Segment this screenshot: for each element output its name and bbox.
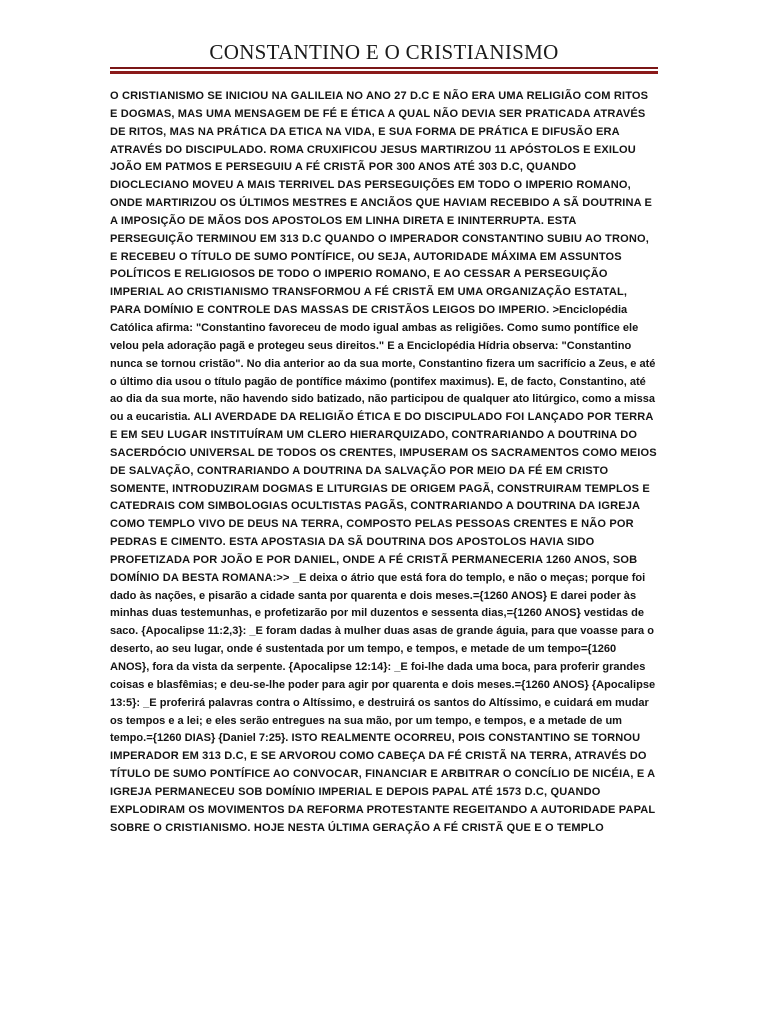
scripture-quote: vestidas de saco. {Apocalipse 11:2,3}: _E foram dadas à mulher duas asas de grande águia, para que voasse para o deserto, ao seu lugar, onde é sustentada por um tempo, e tempos, e metade de um tempo [110, 607, 654, 656]
encyclopedia-quote: >Enciclopédia Católica afirma: "Constantino favoreceu de modo igual ambas as religiões. Como sumo pontífice ele velou pela adoração pagã e protegeu seus direitos." E a Enciclopédia Hídria observa: "Constantino nunca se tornou cristão". No dia anterior ao da sua morte, Constantino fizera um sacrifício a Zeus, e até o último dia usou o título pagão de pontífice máximo (pontifex maximus). E, de facto, Constantino, até ao dia da sua morte, não havendo sido batizado, não participou de qualquer ato litúrgico, como a missa ou a eucaristia. [110, 304, 656, 424]
scripture-quote: _E deixa o átrio que está fora do templo, e não o meças; porque foi dado às nações, e pisarão a cidade santa por quarenta e dois meses. [110, 571, 646, 602]
period-note: ={1260 ANOS} [514, 678, 592, 691]
title-rule-thick [110, 71, 658, 74]
period-note: ={1260 ANOS}, [110, 643, 617, 673]
paragraph-conclusion: ISTO REALMENTE OCORREU, POIS CONSTANTINO SE TORNOU IMPERADOR EM 313 D.C, E SE ARVOROU COMO CABEÇA DA FÉ CRISTÃ NA TERRA, ATRAVÉS DO TÍTULO DE SUMO PONTÍFICE AO CONVOCAR, FINANCIAR E ARBITRAR O CONCÍLIO DE NICÉIA, E A IGREJA PERMANECEU SOB DOMÍNIO IMPERIAL E DEPOIS PAPAL ATÉ 1573 D.C, QUANDO EXPLODIRAM OS MOVIMENTOS DA REFORMA PROTESTANTE REGEITANDO A AUTORIDADE PAPAL SOBRE O CRISTIANISMO. HOJE NESTA ÚLTIMA GERAÇÃO A FÉ CRISTÃ QUE E O TEMPLO [110, 732, 656, 834]
title-rule-thin [110, 67, 658, 69]
paragraph-intro: O CRISTIANISMO SE INICIOU NA GALILEIA NO ANO 27 D.C E NÃO ERA UMA RELIGIÃO COM RITOS E DOGMAS, MAS UMA MENSAGEM DE FÉ E ÉTICA A QUAL NÃO DEVIA SER PRATICADA ATRAVÉS DE RITOS, MAS NA PRÁTICA DA ETICA NA VIDA, E SUA FORMA DE PRÁTICA E DIFUSÃO ERA ATRAVÉS DO DISCIPULADO. ROMA CRUXIFICOU JESUS MARTIRIZOU 11 APÓSTOLOS E EXILOU JOÃO EM PATMOS E PERSEGUIU A FÉ CRISTÃ POR 300 ANOS ATÉ 303 D.C, QUANDO DIOCLECIANO MOVEU A MAIS TERRIVEL DAS PERSEGUIÇÕES EM TODO O IMPERIO ROMANO, ONDE MARTIRIZOU OS ÚLTIMOS MESTRES E ANCIÃOS QUE HAVIAM RECEBIDO A SÃ DOUTRINA E A IMPOSIÇÃO DE MÃOS DOS APOSTOLOS EM LINHA DIRETA E ININTERRUPTA. ESTA PERSEGUIÇÃO TERMINOU EM 313 D.C QUANDO O IMPERADOR CONSTANTINO SUBIU AO TRONO, E RECEBEU O TÍTULO DE SUMO PONTÍFICE, OU SEJA, AUTORIDADE MÁXIMA EM ASSUNTOS POLÍTICOS E RELIGIOSOS DE TODO O IMPERIO ROMANO, E AO CESSAR A PERSEGUIÇÃO IMPERIAL AO CRISTIANISMO TRANSFORMOU A FÉ CRISTÃ EM UMA ORGANIZAÇÃO ESTATAL, PARA DOMÍNIO E CONTROLE DAS MASSAS DE CRISTÃOS LEIGOS DO IMPERIO. [110, 90, 653, 317]
page-title: CONSTANTINO E O CRISTIANISMO [209, 40, 559, 64]
period-note: ={1260 DIAS} [146, 732, 219, 745]
period-note: ={1260 ANOS} [472, 589, 551, 602]
period-note: ={1260 ANOS} [506, 607, 584, 620]
scripture-quote: fora da vista da serpente. {Apocalipse 12:14}: _E foi-lhe dada uma boca, para proferir grandes coisas e blasfêmias; e deu-se-lhe poder para agir por quarenta e dois meses. [110, 661, 646, 691]
scripture-reference: {Daniel 7:25}. [218, 732, 292, 745]
scripture-quote: E darei poder às minhas duas testemunhas, e profetizarão por mil duzentos e sessenta dias, [110, 589, 637, 620]
document-body [110, 88, 658, 837]
scripture-quote: {Apocalipse 13:5}: _E proferirá palavras contra o Altíssimo, e destruirá os santos do Altíssimo, e cuidará em mudar os tempos e a lei; e eles serão entregues na sua mão, por um tempo, e tempos, e a metade de um tempo. [110, 678, 656, 745]
paragraph-apostasy: ALI AVERDADE DA RELIGIÃO ÉTICA E DO DISCIPULADO FOI LANÇADO POR TERRA E EM SEU LUGAR INSTITUÍRAM UM CLERO HIERARQUIZADO, CONTRARIANDO A DOUTRINA DO SACERDÓCIO UNIVERSAL DE TODOS OS CRENTES, IMPUSERAM OS SACRAMENTOS COMO MEIOS DE SALVAÇÃO, CONTRARIANDO A DOUTRINA DA SALVAÇÃO POR MEIO DA FÉ EM CRISTO SOMENTE, INTRODUZIRAM DOGMAS E LITURGIAS DE ORIGEM PAGÃ, CONSTRUIRAM TEMPLOS E CATEDRAIS COM SIMBOLOGIAS OCULTISTAS PAGÃS, CONTRARIANDO A DOUTRINA DA IGREJA COMO TEMPLO VIVO DE DEUS NA TERRA, COMPOSTO PELAS PESSOAS CRENTES E NÃO POR PEDRAS E CIMENTO. ESTA APOSTASIA DA SÃ DOUTRINA DOS APOSTOLOS HAVIA SIDO PROFETIZADA POR JOÃO E POR DANIEL, ONDE A FÉ CRISTÃ PERMANECERIA 1260 ANOS, SOB DOMÍNIO DA BESTA ROMANA:>> [110, 411, 657, 584]
